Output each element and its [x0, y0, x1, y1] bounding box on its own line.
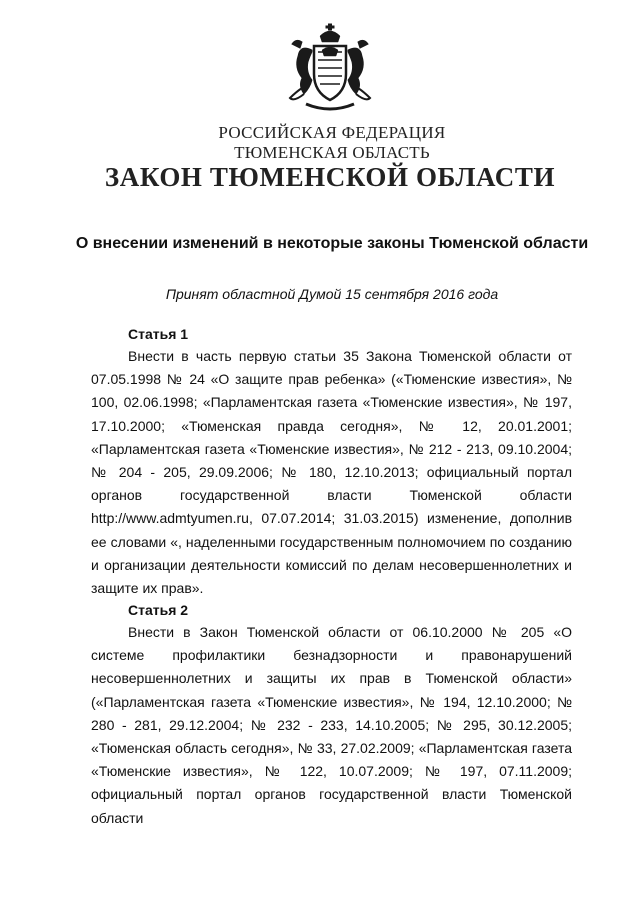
- adoption-note: Принят областной Думой 15 сентября 2016 года: [165, 286, 499, 302]
- coat-of-arms-icon: [284, 22, 376, 114]
- article-1-heading: Статья 1: [128, 326, 189, 342]
- region-heading: ТЮМЕНСКАЯ ОБЛАСТЬ: [234, 143, 430, 162]
- law-heading: ЗАКОН ТЮМЕНСКОЙ ОБЛАСТИ: [104, 162, 556, 192]
- article-1-text: Внести в часть первую статьи 35 Закона Тюменской области от 07.05.1998 № 24 «О защите прав ребенка» («Тюменские известия», № 100, 02.06.1998; «Парламентская газета «Тюменские известия», № 197, 17.10.2000; «Тюменская правда сегодня», № 12, 20.01.2001; «Парламентская газета «Тюменские известия», № 212 - 213, 09.10.2004; № 204 - 205, 29.09.2006; № 180, 12.10.2013; официальный портал органов государственной власти Тюменской области http://www.admtyumen.ru, 07.07.2014; 31.03.2015) изменение, дополнив ее словами «, наделенными государственным полномочием по созданию и организации деятельности комиссий по делам несовершеннолетних и защите их прав».: [91, 348, 572, 597]
- article-1-body: [91, 345, 572, 600]
- article-2-text: Внести в Закон Тюменской области от 06.10.2000 № 205 «О системе профилактики безнадзорности и правонарушений несовершеннолетних и защиты их прав в Тюменской области» («Парламентская газета «Тюменские известия», № 194, 12.10.2000; № 280 - 281, 29.12.2004; № 232 - 233, 14.10.2005; № 295, 30.12.2005; «Тюменская область сегодня», № 33, 27.02.2009; «Парламентская газета «Тюменские известия», № 122, 10.07.2009; № 197, 07.11.2009; официальный портал органов государственной власти Тюменской области: [91, 624, 572, 826]
- article-2-heading: Статья 2: [128, 602, 189, 618]
- federation-heading: РОССИЙСКАЯ ФЕДЕРАЦИЯ: [218, 123, 446, 142]
- document-title: О внесении изменений в некоторые законы Тюменской области: [75, 235, 589, 252]
- article-2-body: [91, 621, 572, 830]
